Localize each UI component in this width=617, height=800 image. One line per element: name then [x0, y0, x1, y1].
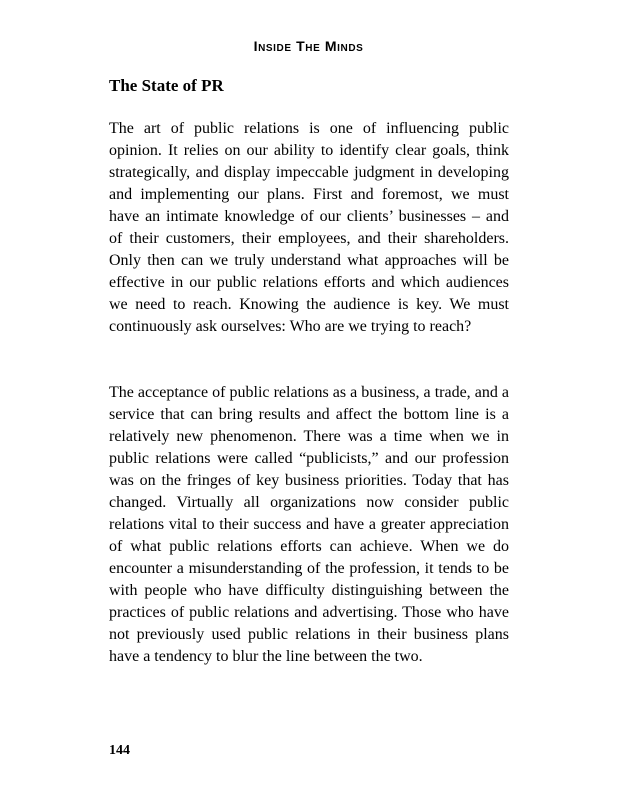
page-number: 144: [109, 743, 130, 758]
section-title: The State of PR: [109, 76, 224, 95]
paragraph-1: The art of public relations is one of influencing public opinion. It relies on our ability to identify clear goals, think strategically, and display impeccable judgment in developing and implementing our plans. First and foremost, we must have an intimate knowledge of our clients’ businesses – and of their customers, their employees, and their shareholders. Only then can we truly understand what approaches will be effective in our public relations efforts and which audiences we need to reach. Knowing the audience is key. We must continuously ask ourselves: Who are we trying to reach?: [109, 120, 509, 335]
paragraph-2: The acceptance of public relations as a business, a trade, and a service that can bring results and affect the bottom line is a relatively new phenomenon. There was a time when we in public relations were called “publicists,” and our profession was on the fringes of key business priorities. Today that has changed. Virtually all organizations now consider public relations vital to their success and have a greater appreciation of what public relations efforts can achieve. When we do encounter a misunderstanding of the profession, it tends to be with people who have difficulty distinguishing between the practices of public relations and advertising. Those who have not previously used public relations in their business plans have a tendency to blur the line between the two.: [109, 384, 509, 665]
running-header: Inside The Minds: [253, 38, 364, 54]
